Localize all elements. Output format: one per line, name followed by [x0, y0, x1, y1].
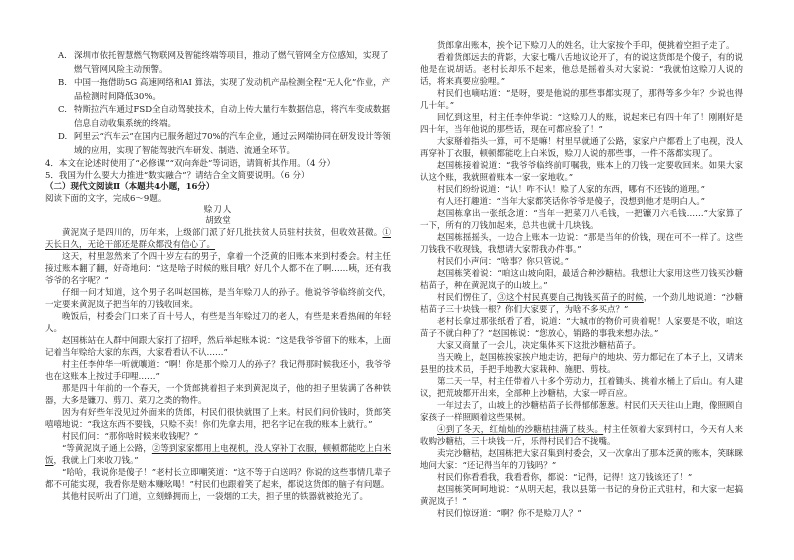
- paragraph-text: 因为有好些年没见过外面来的货郎，村民们很快就围了上来。村民们问价钱时，货郎笑嘻嘻地说：“我这东西不要钱，只赊不卖！你们先拿去用，把名字记在我的账本上就行。”: [45, 408, 391, 430]
- story-paragraph: [420, 340, 743, 352]
- story-paragraph: [45, 467, 391, 491]
- story-paragraph: [420, 424, 743, 448]
- option-text: 中国一拖借助5G 高速网络和AI 算法，实现了发动机产品检测全程“无人化”作业，产品检测时间降低30%。: [74, 78, 391, 102]
- marked-sentence: ②等到家家都用上电视机，没人穿补丁衣服，顿顿都能吃上白米饭: [45, 444, 391, 466]
- paragraph-text: 大家掰着指头一算，可不是嘛！村里早就通了公路，家家户户都看上了电视，没人再穿补丁衣服，顿顿都能吃上白米饭，赊刀人说的那些事，一件不落都实现了。: [420, 137, 743, 159]
- story-body-left: [45, 227, 391, 503]
- story-paragraph: [45, 491, 391, 503]
- paragraph-text: 村民们问：“那你啥时候来收钱呢？”: [62, 432, 199, 442]
- paragraph-text: 村民们也嘀咕道：“是呀，要是他说的那些事都实现了，那得等多少年？少说也得几十年。”: [420, 89, 743, 111]
- story-paragraph: [45, 251, 391, 287]
- story-paragraph: [45, 227, 391, 251]
- paragraph-text: 老村长拿过那张纸看了看，说道：“大城市的物价可贵着呢！人家要是不收，咱这苗子不就白种了？”赵国栋说：“您放心，销路的事我来想办法。”: [420, 317, 743, 339]
- story-body-right: [420, 40, 743, 520]
- story-paragraph: [420, 508, 743, 520]
- question-5: 5．我国为什么要大力推进“数实融合”？请结合全文简要说明。（6 分）: [45, 171, 310, 181]
- paragraph-text: ，一个劲儿地说道：“沙糖桔苗子三十块钱一根？你们大家要了，为啥不多买点？”: [420, 293, 743, 315]
- story-paragraph: [45, 335, 391, 359]
- paragraph-text: 货郎拿出账本，挨个记下赊刀人的姓名，让大家按个手印，便挑着空担子走了。: [437, 41, 735, 51]
- option-text: 深圳市依托智慧燃气物联网及智能终端等项目，推动了燃气管网全方位感知，实现了燃气管网风险主动预警。: [74, 51, 389, 75]
- story-paragraph: [420, 160, 743, 184]
- paragraph-text: “等黄泥岚子通上公路，: [62, 444, 152, 454]
- paragraph-text: 大家又商量了一会儿，决定集体买下这批沙糖桔苗子。: [437, 341, 642, 351]
- paragraph-text: 第二天一早，村主任带着八十多个劳动力，扛着锄头、挑着水桶上了后山。有人建议，把荒坡都开出来，全部种上沙糖桔，大家一呼百应。: [420, 377, 743, 399]
- paragraph-text: 村主任领着大家到村口，今天有人来收购沙糖桔，三十块钱一斤，乐得村民们合不拢嘴。: [420, 425, 743, 447]
- story-paragraph: [45, 407, 391, 431]
- paragraph-text: 村民们你看看我，我看看你，都说：“记得，记得！这刀钱该还了！”: [437, 473, 693, 483]
- paragraph-text: 看着货郎远去的背影，大家七嘴八舌地议论开了，有的说这货郎是个傻子，有的说他是在说胡话。老村长却乐不起来，他总是摇着头对大家说：“我就怕这赊刀人说的话，将来真要应验哩。”: [420, 53, 743, 87]
- story-paragraph: [420, 232, 743, 256]
- paragraph-text: 村民们纷纷说道：“认！咋不认！赊了人家的东西，哪有不还钱的道理。”: [437, 185, 705, 195]
- story-paragraph: [45, 431, 391, 443]
- option-label: C.: [58, 105, 67, 115]
- option-label: D.: [58, 132, 68, 142]
- story-paragraph: [45, 383, 391, 407]
- paragraph-text: 当天晚上，赵国栋挨家挨户地走访，把每户的地块、劳力都记在了本子上，又请来县里的技术员，手把手地教大家栽种、施肥、剪枝。: [420, 353, 743, 375]
- story-paragraph: [420, 196, 743, 208]
- story-paragraph: [420, 292, 743, 316]
- story-paragraph: [420, 52, 743, 88]
- paragraph-text: 黄泥岚子是四川的，历年来，上级部门派了好几批扶贫人员驻村扶贫，但收效甚微。: [62, 228, 383, 238]
- story-paragraph: [420, 484, 743, 508]
- paragraph-text: ，我就上门来收刀钱。”: [53, 456, 139, 466]
- paragraph-text: 赵国栋站在人群中间跟大家打了招呼，然后举起账本说：“这是我爷爷留下的账本，上面记着当年赊给大家的东西，大家看看认不认……”: [45, 336, 391, 358]
- paragraph-text: 村民们小声问：“啥事？你只管说。”: [437, 257, 569, 267]
- marked-sentence: ①天长日久，无论干部还是群众都没有信心了。: [45, 228, 391, 250]
- marked-sentence: ④到了冬天，红灿灿的沙糖桔挂满了枝头。: [437, 425, 604, 435]
- story-paragraph: [420, 208, 743, 232]
- story-paragraph: [420, 472, 743, 484]
- story-paragraph: [45, 359, 391, 383]
- story-paragraph: [420, 256, 743, 268]
- paragraph-text: 那是四十年前的一个春天，一个货郎挑着担子来到黄泥岚子，他的担子里装满了各种铁器，大多是镰刀、剪刀、菜刀之类的物件。: [45, 384, 391, 406]
- paragraph-text: 其他村民听出了门道，立刻蜂拥而上，一袋烟的工夫，担子里的铁器就被抢光了。: [62, 492, 369, 502]
- paragraph-text: 村主任李仲华一听就嚷道：“啊！你是那个赊刀人的孙子？我记得那时候我还小，我爷爷也在这账本上按过手印哩……”: [45, 360, 391, 382]
- option-text: 阿里云“汽车云”在国内已服务超过70%的汽车企业，通过云网端协同在研发设计等领域的应用，实现了智能驾驶汽车研发、制造、流通全环节。: [74, 132, 391, 156]
- story-paragraph: [420, 400, 743, 424]
- story-paragraph: [420, 268, 743, 292]
- story-paragraph: [420, 112, 743, 136]
- option-a: [58, 50, 391, 77]
- story-paragraph: [45, 287, 391, 311]
- story-paragraph: [420, 184, 743, 196]
- section-heading: （二）现代文阅读Ⅱ（本题共4小题，16分）: [45, 182, 215, 192]
- paragraph-text: 赵国栋接着说道：“我爷爷临终前叮嘱我，账本上的刀钱一定要收回来。如果大家认这个账，我就照着账本一家一家地收。”: [420, 161, 743, 183]
- option-label: B.: [58, 78, 67, 88]
- paragraph-text: 晚饭后，村委会门口来了百十号人，有些是当年赊过刀的老人，有些是来看热闹的年轻人。: [45, 312, 391, 334]
- option-text: 特斯拉汽车通过FSD全自动驾驶技术，自动上传大量行车数据信息，将汽车变成数据信息自动收集系统的终端。: [74, 105, 391, 129]
- story-paragraph: [420, 88, 743, 112]
- paragraph-text: 这天，村里忽然来了个四十岁左右的男子，拿着一个泛黄的旧账本来到村委会。村主任接过账本翻了翻，好奇地问：“这是啥子时候的账目哦？好几个人都不在了啊……咦，还有我爷爷的名字呢？”: [45, 252, 391, 286]
- option-d: [58, 131, 391, 158]
- paragraph-text: 赵国栋笑呵呵地说：“从明天起，我以县第一书记的身份正式驻村，和大家一起搞黄泥岚子！”: [420, 485, 743, 507]
- left-column: [45, 50, 391, 550]
- story-paragraph: [420, 376, 743, 400]
- story-title: 赊刀人: [203, 205, 233, 215]
- paragraph-text: 赵国栋摇摇头，一边合上账本一边说：“那是当年的价钱，现在可不一样了。这些刀钱我不收现钱，我想请大家帮我办件事。”: [420, 233, 743, 255]
- story-paragraph: [420, 352, 743, 376]
- paragraph-text: 卖完沙糖桔，赵国栋把大家召集到村委会，又一次拿出了那本泛黄的账本，笑眯眯地问大家：“还记得当年的刀钱吗？”: [420, 449, 743, 471]
- paragraph-text: 村民们惊讶道：“啊？你不是赊刀人？”: [437, 509, 582, 519]
- story-paragraph: [420, 316, 743, 340]
- marked-sentence: ③这个村民真要自己掏钱买苗子的时候: [497, 293, 644, 303]
- paragraph-text: 赵国栋笑着说：“咱这山坡向阳，最适合种沙糖桔。我想让大家用这些刀钱买沙糖桔苗子，种在黄泥岚子的山坡上。”: [420, 269, 743, 291]
- option-b: [58, 77, 391, 104]
- paragraph-text: “哈哈，我说你是傻子！”老村长立即嘲笑道：“这不等于白送吗？你说的这些事情几辈子都不可能实现，我看你是赔本赚吆喝！”村民们也跟着笑了起来，都说这货郎的脑子有问题。: [45, 468, 391, 490]
- paragraph-text: 赵国栋拿出一张纸念道：“当年一把菜刀八毛钱，一把镰刀六毛钱……”大家算了一下，所有的刀钱加起来，总共也就十几块钱。: [420, 209, 743, 231]
- question-4: 4．本文在论述时使用了“必修课”“双向奔赴”等词语，请简析其作用。（4 分）: [45, 159, 336, 169]
- story-paragraph: [420, 40, 743, 52]
- story-paragraph: [45, 311, 391, 335]
- reading-instruction: 阅读下面的文字，完成6～9题。: [45, 193, 167, 204]
- story-paragraph: [420, 448, 743, 472]
- right-column: [420, 40, 743, 556]
- paragraph-text: 一年过去了，山坡上的沙糖桔苗子长得郁郁葱葱。村民们天天往山上跑，像照顾自家孩子一样照顾着这些果树。: [420, 401, 743, 423]
- story-author: 胡致堂: [205, 216, 231, 226]
- option-c: [58, 104, 391, 131]
- paragraph-text: 有人还打趣道：“当年大家都笑话你爷爷是傻子，没想到他才是明白人。”: [437, 197, 705, 207]
- option-label: A.: [58, 51, 67, 61]
- paragraph-text: 村民们愣住了，: [437, 293, 498, 303]
- paragraph-text: 仔细一问才知道，这个男子名叫赵国栋，是当年赊刀人的孙子。他说爷爷临终前交代，一定要来黄泥岚子把当年的刀钱收回来。: [45, 288, 391, 310]
- choice-options: [58, 50, 391, 158]
- story-paragraph: [420, 136, 743, 160]
- paragraph-text: 回忆到这里，村主任李仲华说：“这赊刀人的账，说起来已有四十年了！刚刚好是四十年，当年他说的那些话，现在可都应验了！”: [420, 113, 743, 135]
- story-paragraph: [45, 443, 391, 467]
